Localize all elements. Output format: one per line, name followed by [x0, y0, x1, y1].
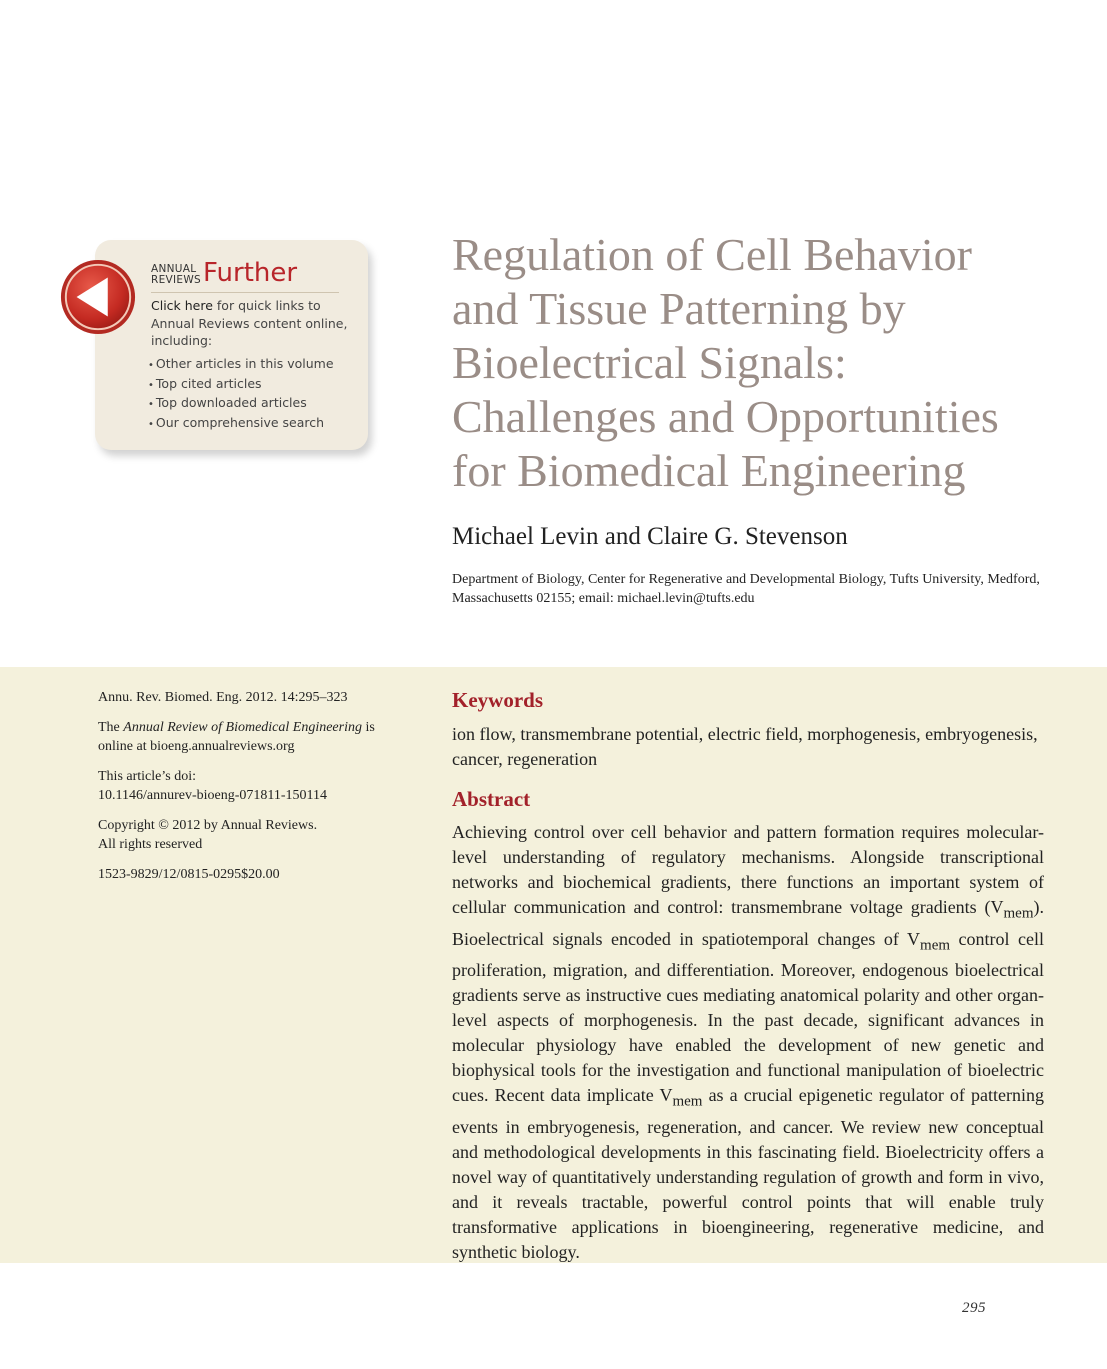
article-title: [452, 228, 1072, 498]
further-box[interactable]: [95, 240, 368, 450]
further-intro: Click here for quick links to Annual Reviews content online, including:: [151, 298, 348, 348]
abstract-text: Achieving control over cell behavior and pattern formation requires molecular-level understanding of regulatory mechanisms. Alongside transcriptional networks and biochemical gradients, there functions an important system of cellular communication and control: transmembrane voltage gradients $(V_{mem})$. Bioelectrical signals encoded in spatiotemporal changes of $V_{mem}$ control cell proliferation, migration, and differentiation. Moreover, endogenous bioelectrical gradients serve as instructive cues mediating anatomical polarity and other organ-level aspects of morphogenesis. In the past decade, significant advances in molecular physiology have enabled the development of new genetic and biophysical tools for the investigation and functional manipulation of bioelectric cues. Recent data implicate $V_{mem}$ as a crucial epigenetic regulator of patterning events in embryogenesis, regeneration, and cancer. We review new conceptual and methodological developments in this fascinating field. Bioelectricity offers a novel way of quantitatively understanding regulation of growth and form in vivo, and it reveals tractable, powerful control points that will enable truly transformative applications in bioengineering, regenerative medicine, and synthetic biology.: [452, 822, 1044, 1262]
further-brand: [151, 260, 351, 286]
brand-further: Further: [203, 258, 298, 288]
article-meta: [98, 688, 398, 895]
title-line: Challenges and Opportunities: [452, 391, 999, 442]
title-line: and Tissue Patterning by: [452, 283, 906, 334]
link-other-articles[interactable]: • Other articles in this volume: [148, 355, 358, 375]
further-links: [148, 355, 358, 433]
affiliation: Department of Biology, Center for Regenerative and Developmental Biology, Tufts University, Medford, Massachusetts 02155; email: michael.levin@tufts.edu: [452, 572, 1040, 606]
authors: Michael Levin and Claire G. Stevenson: [452, 523, 848, 550]
keywords-heading: Keywords: [452, 688, 543, 712]
doi: This article’s doi: 10.1146/annurev-bioeng-071811-150114: [98, 769, 328, 803]
keywords-text: ion flow, transmembrane potential, electric field, morphogenesis, embryogenesis, cancer, regeneration: [452, 724, 1038, 769]
doi-value[interactable]: 10.1146/annurev-bioeng-071811-150114: [98, 788, 328, 803]
back-arrow-icon[interactable]: [59, 258, 137, 336]
click-here-link[interactable]: Click here: [151, 298, 213, 313]
divider: [151, 292, 339, 293]
online-note: The Annual Review of Biomedical Engineering is online at bioeng.annualreviews.org: [98, 720, 375, 754]
citation: Annu. Rev. Biomed. Eng. 2012. 14:295–323: [98, 690, 348, 705]
brand-annual-reviews: ANNUAL REVIEWS: [151, 263, 201, 286]
page-number: 295: [962, 1300, 986, 1316]
link-top-cited[interactable]: • Top cited articles: [148, 375, 358, 395]
title-line: for Biomedical Engineering: [452, 445, 966, 496]
title-line: Bioelectrical Signals:: [452, 337, 847, 388]
copyright: Copyright © 2012 by Annual Reviews. All rights reserved: [98, 818, 318, 852]
link-comprehensive-search[interactable]: • Our comprehensive search: [148, 414, 358, 434]
title-line: Regulation of Cell Behavior: [452, 229, 972, 280]
link-top-downloaded[interactable]: • Top downloaded articles: [148, 394, 358, 414]
abstract-heading: Abstract: [452, 787, 531, 811]
issn-code: 1523-9829/12/0815-0295$20.00: [98, 867, 280, 882]
